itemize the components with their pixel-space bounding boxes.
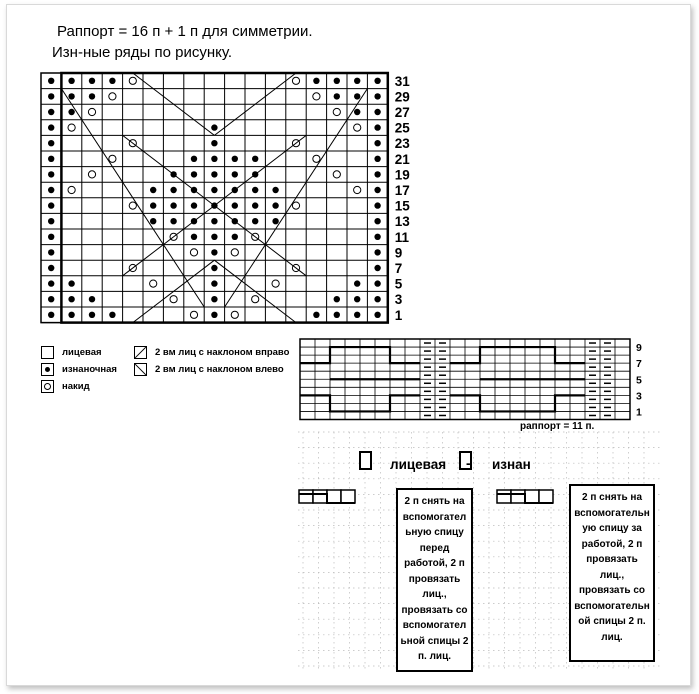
decrease-diagonal [123, 135, 215, 205]
note-line: 2 п снять на [404, 496, 465, 507]
cable-symbol-cell [539, 490, 553, 503]
purl-dot [272, 187, 278, 193]
purl-dot [191, 156, 197, 162]
purl-dot [48, 202, 54, 208]
yarn-over [252, 296, 259, 303]
yarn-over [231, 249, 238, 256]
purl-dot [232, 171, 238, 177]
purl-dot [374, 109, 380, 115]
legend-item-yo [41, 379, 90, 393]
purl-dot [211, 234, 217, 240]
yarn-over [190, 311, 197, 318]
yarn-over [272, 280, 279, 287]
purl-dot [109, 78, 115, 84]
purl-dot [48, 218, 54, 224]
yarn-over [129, 77, 136, 84]
purl-dot [313, 312, 319, 318]
purl-dot [252, 187, 258, 193]
purl-dot [48, 140, 54, 146]
purl-dot [232, 202, 238, 208]
purl-dot [232, 156, 238, 162]
yarn-over [231, 311, 238, 318]
purl-dot [374, 187, 380, 193]
yarn-over [88, 108, 95, 115]
row-number: 31 [394, 73, 410, 89]
purl-dot [252, 156, 258, 162]
purl-dot [211, 140, 217, 146]
purl-dot [354, 93, 360, 99]
purl-dot [48, 187, 54, 193]
purl-dot [374, 93, 380, 99]
title-line-1: Раппорт = 16 п + 1 п для симметрии. [57, 23, 313, 40]
yarn-over [150, 280, 157, 287]
purl-dot [211, 249, 217, 255]
purl-dot [48, 265, 54, 271]
purl-dot [211, 171, 217, 177]
purl-dot [252, 202, 258, 208]
purl-dot [374, 140, 380, 146]
purl-dot [170, 187, 176, 193]
purl-dot [354, 280, 360, 286]
note-line: лиц., [599, 569, 625, 581]
legend-item-purl [41, 362, 117, 376]
purl-dot [334, 93, 340, 99]
decrease-diagonal [214, 135, 306, 205]
purl-dot [89, 78, 95, 84]
legend-item-k2tog-left [134, 362, 284, 376]
note-line: работой, 2 п [581, 538, 643, 550]
knit-key-icon [360, 452, 371, 469]
purl-dot [48, 249, 54, 255]
purl-dot [374, 249, 380, 255]
ring-icon [41, 380, 54, 393]
row-number: 17 [394, 183, 410, 198]
key-knit-label: лицевая [390, 457, 447, 472]
legend-label: 2 вм лиц с наклоном вправо [155, 346, 290, 358]
purl-dot [68, 78, 74, 84]
row-number: 7 [394, 261, 403, 276]
cable-symbol-cell [525, 490, 539, 503]
note-line: вспомогательн [574, 600, 650, 612]
purl-dot [211, 124, 217, 130]
purl-dot [170, 202, 176, 208]
purl-dot [109, 312, 115, 318]
row-number: 23 [394, 136, 410, 152]
note-line: провязать со [401, 604, 468, 616]
purl-dot [374, 265, 380, 271]
note-line: п. лиц. [417, 651, 452, 662]
rapport-label: раппорт = 11 п. [520, 421, 595, 432]
purl-dot [150, 202, 156, 208]
note-line: 2 п снять на [581, 492, 643, 503]
legend-item-k2tog-right [134, 345, 289, 359]
row-number: 3 [394, 292, 403, 308]
note-line: вспомогател [402, 620, 467, 631]
purl-dot [272, 202, 278, 208]
purl-dot [191, 202, 197, 208]
note-line: ую спицу за [582, 523, 642, 534]
cable-note-right [569, 484, 655, 662]
purl-dot [48, 93, 54, 99]
yarn-over [292, 202, 299, 209]
purl-dot [272, 218, 278, 224]
purl-dot [211, 280, 217, 286]
legend-label: накид [62, 380, 90, 392]
note-line: ой спицы 2 п. [578, 616, 646, 627]
yarn-over [109, 93, 116, 100]
legend-label: изнаночная [62, 363, 117, 375]
purl-dot [68, 93, 74, 99]
yarn-over [109, 155, 116, 162]
note-line: лиц. [601, 631, 623, 643]
purl-dot [48, 234, 54, 240]
legend-item-knit [41, 345, 102, 359]
purl-dot [68, 312, 74, 318]
cable-symbol-cell [327, 490, 341, 503]
purl-dot [150, 218, 156, 224]
purl-dot [374, 218, 380, 224]
purl-dot [354, 312, 360, 318]
note-line: вспомогател [402, 511, 467, 523]
yarn-over [354, 124, 361, 131]
purl-dot [354, 78, 360, 84]
purl-dot [211, 296, 217, 302]
yarn-over [68, 124, 75, 131]
purl-dot [68, 280, 74, 286]
row-number: 11 [394, 229, 410, 245]
yarn-over [190, 249, 197, 256]
purl-dot [313, 78, 319, 84]
purl-dot [150, 187, 156, 193]
yarn-over [354, 186, 361, 193]
slash-left-icon [134, 363, 147, 376]
purl-dot [48, 109, 54, 115]
purl-dot [354, 109, 360, 115]
purl-dot [334, 78, 340, 84]
purl-dot [374, 171, 380, 177]
dot-icon [41, 363, 54, 376]
row-number: 21 [394, 151, 410, 167]
purl-dot [170, 218, 176, 224]
yarn-over [333, 171, 340, 178]
row-number: 1 [394, 307, 403, 323]
decrease-diagonal [123, 206, 215, 276]
purl-dot [334, 296, 340, 302]
purl-dot [232, 234, 238, 240]
purl-dot [48, 124, 54, 130]
note-line: провязать [408, 573, 461, 585]
note-line: провязать [586, 554, 638, 565]
row-number: 25 [394, 120, 410, 136]
slash-right-icon [134, 346, 147, 359]
purl-dot [334, 312, 340, 318]
purl-dot [191, 234, 197, 240]
purl-dot [211, 187, 217, 193]
row-number: 5 [394, 276, 403, 292]
yarn-over [129, 202, 136, 209]
cable-symbol-cell [299, 490, 313, 503]
row-number: 5 [636, 374, 642, 387]
decrease-diagonal [214, 206, 306, 276]
cable-note-left [396, 488, 473, 672]
purl-dot [374, 296, 380, 302]
yarn-over [313, 155, 320, 162]
purl-dot [48, 78, 54, 84]
row-number: 1 [636, 406, 642, 419]
note-line: работой, 2 п [404, 558, 465, 569]
key-purl-symbol: - [466, 456, 471, 471]
note-line: вспомогательн [574, 507, 650, 519]
purl-dot [211, 265, 217, 271]
note-line: перед [419, 542, 450, 554]
purl-dot [89, 296, 95, 302]
purl-dot [211, 218, 217, 224]
cable-symbol-cell [497, 490, 511, 503]
purl-dot [89, 93, 95, 99]
purl-dot [211, 312, 217, 318]
purl-dot [211, 156, 217, 162]
purl-dot [374, 234, 380, 240]
yarn-over [313, 93, 320, 100]
purl-dot [252, 218, 258, 224]
row-number: 19 [394, 167, 410, 183]
row-number: 15 [394, 198, 410, 214]
row-number: 9 [394, 245, 403, 261]
note-line: провязать со [578, 585, 645, 596]
cable-symbol-cell [341, 490, 355, 503]
purl-dot [374, 156, 380, 162]
yarn-over [333, 108, 340, 115]
box-icon [41, 346, 54, 359]
note-line: ьную спицу [405, 527, 464, 538]
yarn-over [68, 186, 75, 193]
yarn-over [170, 296, 177, 303]
yarn-over [292, 77, 299, 84]
yarn-over [88, 171, 95, 178]
key-purl-label: изнан [492, 457, 531, 472]
purl-dot [374, 312, 380, 318]
purl-dot [374, 78, 380, 84]
purl-dot [354, 296, 360, 302]
purl-dot [374, 124, 380, 130]
purl-dot [89, 312, 95, 318]
purl-dot [374, 280, 380, 286]
cable-symbol-cell [313, 490, 327, 503]
legend-label: 2 вм лиц с наклоном влево [155, 363, 284, 375]
purl-dot [48, 296, 54, 302]
purl-dot [68, 109, 74, 115]
legend-label: лицевая [62, 346, 102, 358]
purl-dot [191, 171, 197, 177]
row-number: 27 [394, 105, 410, 120]
purl-dot [48, 156, 54, 162]
purl-dot [48, 171, 54, 177]
row-number: 7 [636, 358, 642, 371]
purl-dot [48, 280, 54, 286]
purl-dot [68, 296, 74, 302]
note-line: ьной спицы 2 [400, 635, 469, 647]
row-number: 9 [636, 342, 642, 355]
purl-dot [48, 312, 54, 318]
purl-dot [374, 202, 380, 208]
row-number: 3 [636, 390, 642, 403]
title-line-2: Изн-ные ряды по рисунку. [52, 44, 233, 61]
row-number: 13 [394, 214, 410, 230]
row-number: 29 [394, 89, 410, 105]
note-line: лиц., [422, 589, 447, 600]
cable-symbol-cell [511, 490, 525, 503]
